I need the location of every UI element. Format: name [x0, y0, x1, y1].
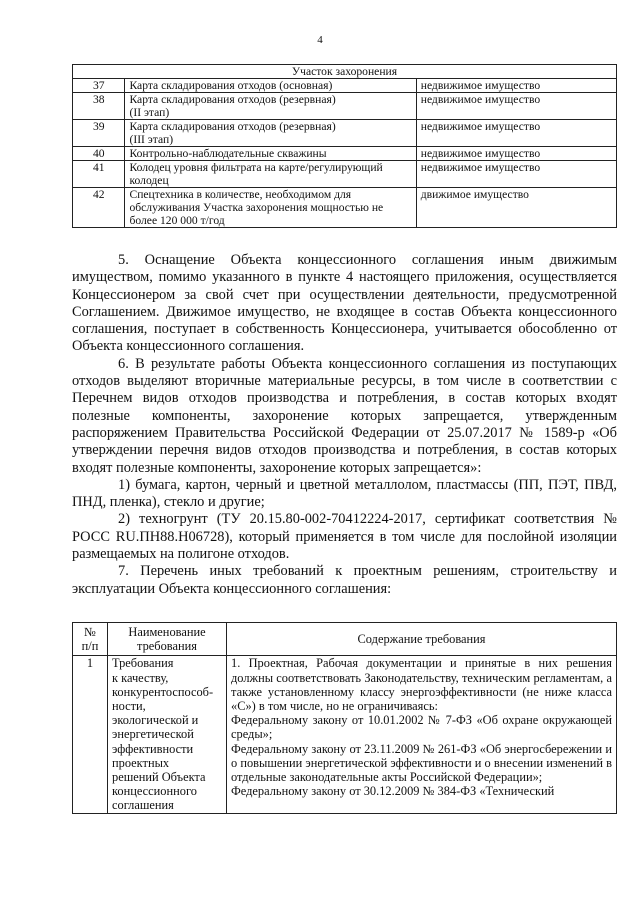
table-row: [73, 188, 617, 228]
row-name: [125, 161, 416, 188]
row-property-type: недвижимое имущество: [416, 79, 616, 93]
requirement-paragraph: 1. Проектная, Рабочая документации и принятые в них решения должны соответствовать Законодательству, техническим регламентам, а также установленному классу энергоэффективности (не ниже класса «С») в том числе, но не ограничиваясь:: [231, 656, 612, 714]
table-row: [73, 147, 617, 161]
row-name-line: (II этап): [129, 106, 170, 119]
requirement-paragraph: Федеральному закону от 23.11.2009 № 261-ФЗ «Об энергосбережении и о повышении энергетической эффективности и о внесении изменений в отдельные законодательные акты Российской Федерации»;: [231, 741, 612, 785]
row-number: 40: [73, 147, 125, 161]
body-text: [72, 252, 617, 598]
row-number: 1: [73, 656, 108, 813]
row-name: [125, 120, 416, 147]
row-number: 38: [73, 93, 125, 120]
row-name-line: эффективности: [112, 741, 194, 756]
row-name-line: колодец: [129, 174, 169, 187]
row-name-line: Требования: [112, 656, 174, 671]
row-name-line: соглашения: [112, 798, 174, 813]
row-name-line: Колодец уровня фильтрата на карте/регулирующий: [129, 161, 383, 174]
row-name-line: ности,: [112, 699, 146, 714]
row-name-line: экологической и: [112, 713, 199, 728]
requirement-paragraph: Федеральному закону от 30.12.2009 № 384-ФЗ «Технический: [231, 784, 555, 799]
row-name-line: Спецтехника в количестве, необходимом для: [129, 188, 352, 201]
paragraph-6: 6. В результате работы Объекта концессионного соглашения из поступающих отходов выделяют вторичные материальные ресурсы, в том числе в соответствии с Перечнем видов отходов производства и потребления, в состав которых входят полезные компоненты, захоронение которых запрещается, утвержденным распоряжением Правительства Российской Федерации от 25.07.2017 № 1589-р «Об утверждении перечня видов отходов производства и потребления, в состав которых входят полезные компоненты, захоронение которых запрещается»:: [72, 355, 617, 476]
page-number: 4: [317, 34, 323, 46]
row-name-line: решений Объекта: [112, 770, 206, 785]
row-property-type: движимое имущество: [416, 188, 616, 228]
row-name-line: конкурентоспособ-: [112, 684, 214, 699]
row-number: 37: [73, 79, 125, 93]
row-property-type: недвижимое имущество: [416, 93, 616, 120]
header-name: [108, 623, 227, 656]
table-row: [73, 161, 617, 188]
section-title: Участок захоронения: [73, 65, 617, 79]
row-name-line: более 120 000 т/год: [129, 214, 225, 227]
paragraph-6-item-2: 2) техногрунт (ТУ 20.15.80-002-70412224-2017, сертификат соответствия № РОСС RU.ПН88.Н06728), который применяется в том числе для послойной изоляции размещаемых на полигоне отходов.: [72, 511, 617, 563]
row-name: Контрольно-наблюдательные скважины: [125, 147, 416, 161]
requirements-table: [72, 622, 617, 814]
row-name-line: Карта складирования отходов (резервная): [129, 120, 336, 133]
table-header-row: [73, 623, 617, 656]
row-property-type: недвижимое имущество: [416, 161, 616, 188]
table-row: [73, 79, 617, 93]
header-number: [73, 623, 108, 656]
paragraph-5: 5. Оснащение Объекта концессионного соглашения иным движимым имуществом, помимо указанного в пункте 4 настоящего приложения, осуществляется Концессионером за свой счет при осуществлении деятельности, предусмотренной Соглашением. Движимое имущество, не входящее в состав Объекта концессионного соглашения, поступает в собственность Концессионера, учитывается обособленно от Объекта концессионного соглашения.: [72, 252, 617, 355]
row-name-line: обслуживания Участка захоронения мощностью не: [129, 201, 384, 214]
row-number: 42: [73, 188, 125, 228]
row-number: 39: [73, 120, 125, 147]
header-name-line: Наименование: [128, 625, 206, 639]
header-content: Содержание требования: [227, 623, 617, 656]
row-name-line: (III этап): [129, 133, 174, 146]
table-row: [73, 120, 617, 147]
row-property-type: недвижимое имущество: [416, 147, 616, 161]
landfill-property-table: [72, 64, 617, 228]
row-name: [125, 188, 416, 228]
row-name: [125, 93, 416, 120]
table-row: [73, 656, 617, 813]
row-name-line: Карта складирования отходов (резервная): [129, 93, 336, 106]
row-name-line: проектных: [112, 755, 170, 770]
row-content: [227, 656, 617, 813]
row-number: 41: [73, 161, 125, 188]
header-name-line: требования: [137, 639, 197, 654]
paragraph-6-item-1: 1) бумага, картон, черный и цветной металлолом, пластмассы (ПП, ПЭТ, ПВД, ПНД, пленка), стекло и другие;: [72, 476, 617, 511]
paragraph-7: 7. Перечень иных требований к проектным решениям, строительству и эксплуатации Объекта концессионного соглашения:: [72, 563, 617, 597]
requirement-paragraph: Федеральному закону от 10.01.2002 № 7-ФЗ «Об охране окружающей среды»;: [231, 713, 612, 742]
row-name-line: концессионного: [112, 784, 197, 799]
table-section-header: [73, 65, 617, 79]
row-name-line: к качеству,: [112, 670, 169, 685]
header-number-line: №: [84, 625, 96, 639]
row-name: Карта складирования отходов (основная): [125, 79, 416, 93]
row-name: [108, 656, 227, 813]
row-property-type: недвижимое имущество: [416, 120, 616, 147]
header-number-line: п/п: [81, 639, 99, 654]
table-row: [73, 93, 617, 120]
row-name-line: энергетической: [112, 727, 194, 742]
